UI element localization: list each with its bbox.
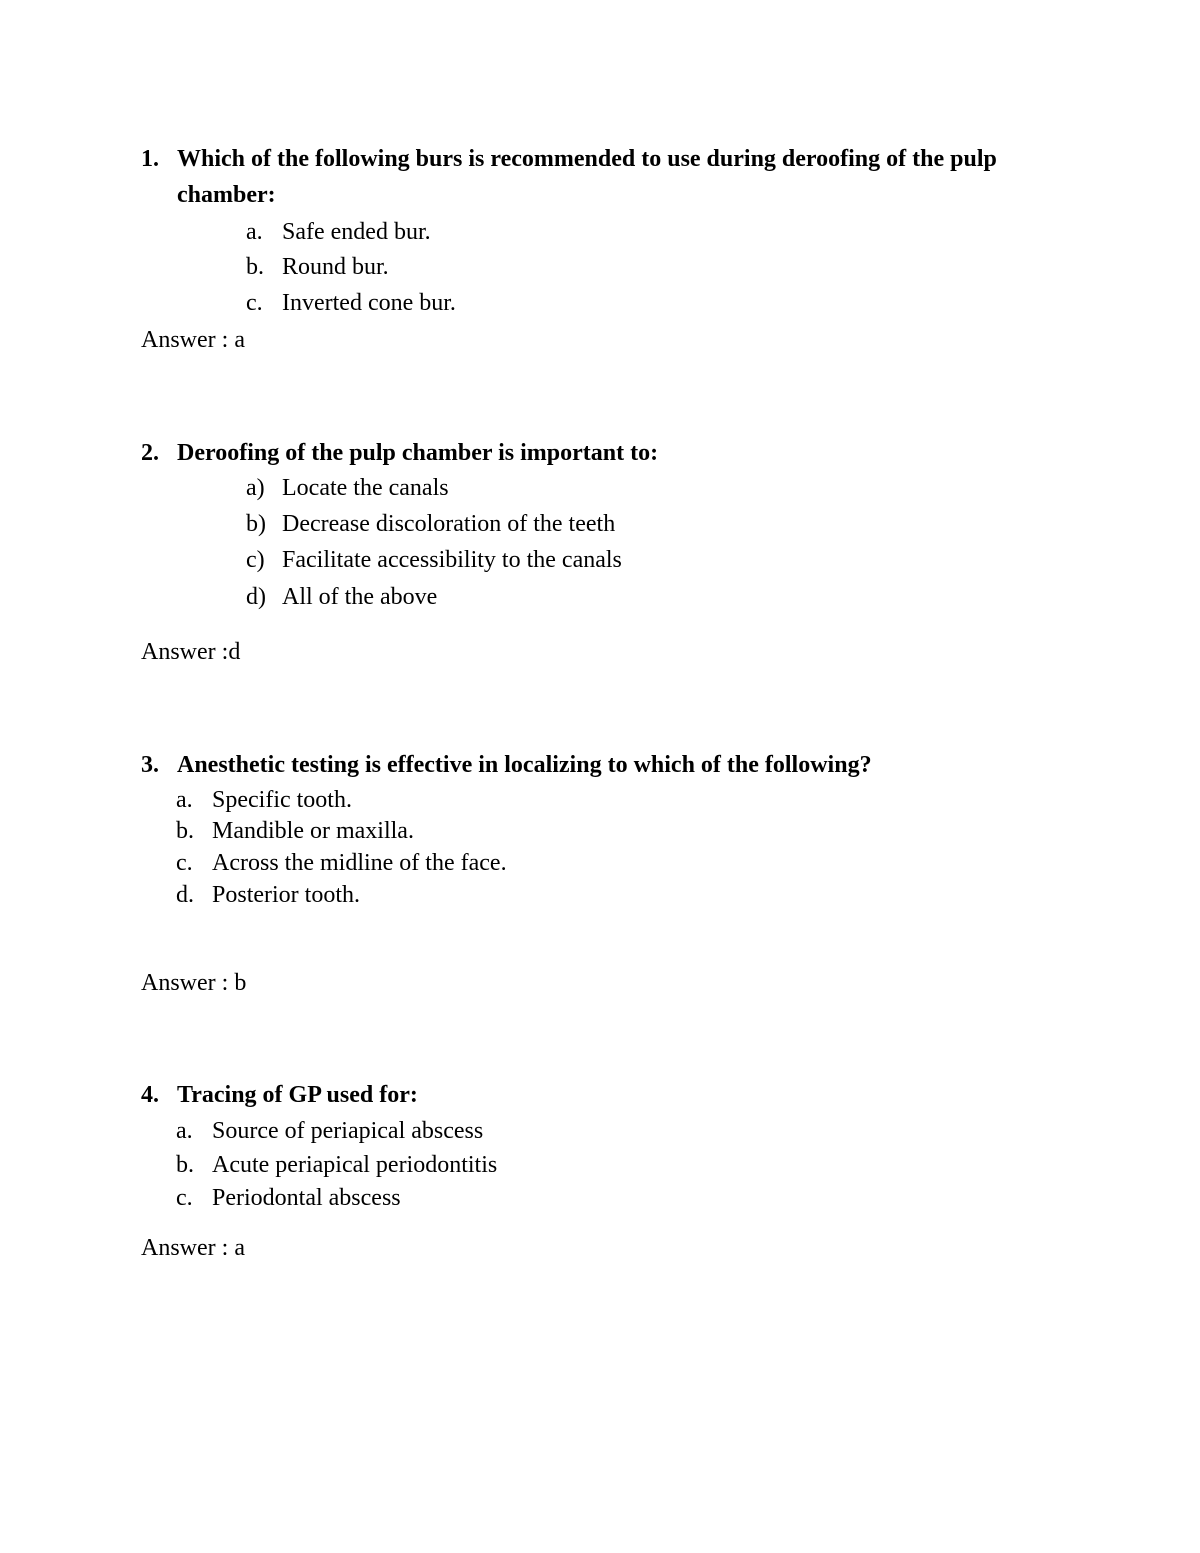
question-4: [141, 1077, 1061, 1113]
option-letter: a.: [176, 1118, 193, 1144]
option-2d: [246, 582, 437, 612]
option-letter: c.: [176, 850, 193, 876]
option-text: Periodontal abscess: [212, 1185, 401, 1211]
option-text: Across the midline of the face.: [212, 850, 507, 876]
option-letter: a.: [246, 219, 263, 245]
question-1: [141, 141, 1061, 213]
answer-2: Answer :d: [141, 639, 241, 665]
option-letter: c.: [246, 290, 263, 316]
option-text: Facilitate accessibility to the canals: [282, 547, 622, 573]
option-text: Posterior tooth.: [212, 882, 360, 908]
option-3d: [176, 880, 360, 910]
question-text: Deroofing of the pulp chamber is important to:: [177, 440, 659, 466]
option-4b: [176, 1150, 497, 1180]
option-text: All of the above: [282, 584, 438, 610]
option-1c: [246, 288, 456, 318]
question-number: 1.: [141, 146, 159, 172]
option-letter: a.: [176, 787, 193, 813]
answer-4: Answer : a: [141, 1235, 245, 1261]
option-letter: a): [246, 475, 265, 501]
option-text: Mandible or maxilla.: [212, 818, 414, 844]
question-number: 2.: [141, 440, 159, 466]
option-letter: c): [246, 547, 265, 573]
option-letter: b.: [176, 818, 194, 844]
option-letter: b.: [246, 254, 264, 280]
question-3: [141, 747, 1061, 783]
option-letter: c.: [176, 1185, 193, 1211]
option-letter: b): [246, 511, 266, 537]
option-4a: [176, 1116, 483, 1146]
option-letter: d.: [176, 882, 194, 908]
answer-3: Answer : b: [141, 970, 247, 996]
option-text: Decrease discoloration of the teeth: [282, 511, 616, 537]
question-2: [141, 435, 1061, 471]
option-text: Round bur.: [282, 254, 389, 280]
option-4c: [176, 1183, 401, 1213]
option-1a: [246, 217, 431, 247]
question-text: Which of the following burs is recommended to use during deroofing of the pulp chamber:: [177, 146, 997, 208]
option-text: Source of periapical abscess: [212, 1118, 484, 1144]
option-letter: d): [246, 584, 266, 610]
option-2c: [246, 545, 622, 575]
option-letter: b.: [176, 1152, 194, 1178]
question-text: Anesthetic testing is effective in localizing to which of the following?: [177, 752, 872, 778]
question-text: Tracing of GP used for:: [177, 1082, 418, 1108]
answer-1: Answer : a: [141, 327, 245, 353]
option-text: Locate the canals: [282, 475, 449, 501]
question-number: 4.: [141, 1082, 159, 1108]
option-text: Inverted cone bur.: [282, 290, 456, 316]
option-2a: [246, 473, 449, 503]
option-text: Specific tooth.: [212, 787, 352, 813]
option-2b: [246, 509, 615, 539]
option-3c: [176, 848, 507, 878]
option-text: Safe ended bur.: [282, 219, 431, 245]
option-1b: [246, 252, 389, 282]
option-3a: [176, 785, 352, 815]
option-3b: [176, 816, 414, 846]
option-text: Acute periapical periodontitis: [212, 1152, 498, 1178]
question-number: 3.: [141, 752, 159, 778]
